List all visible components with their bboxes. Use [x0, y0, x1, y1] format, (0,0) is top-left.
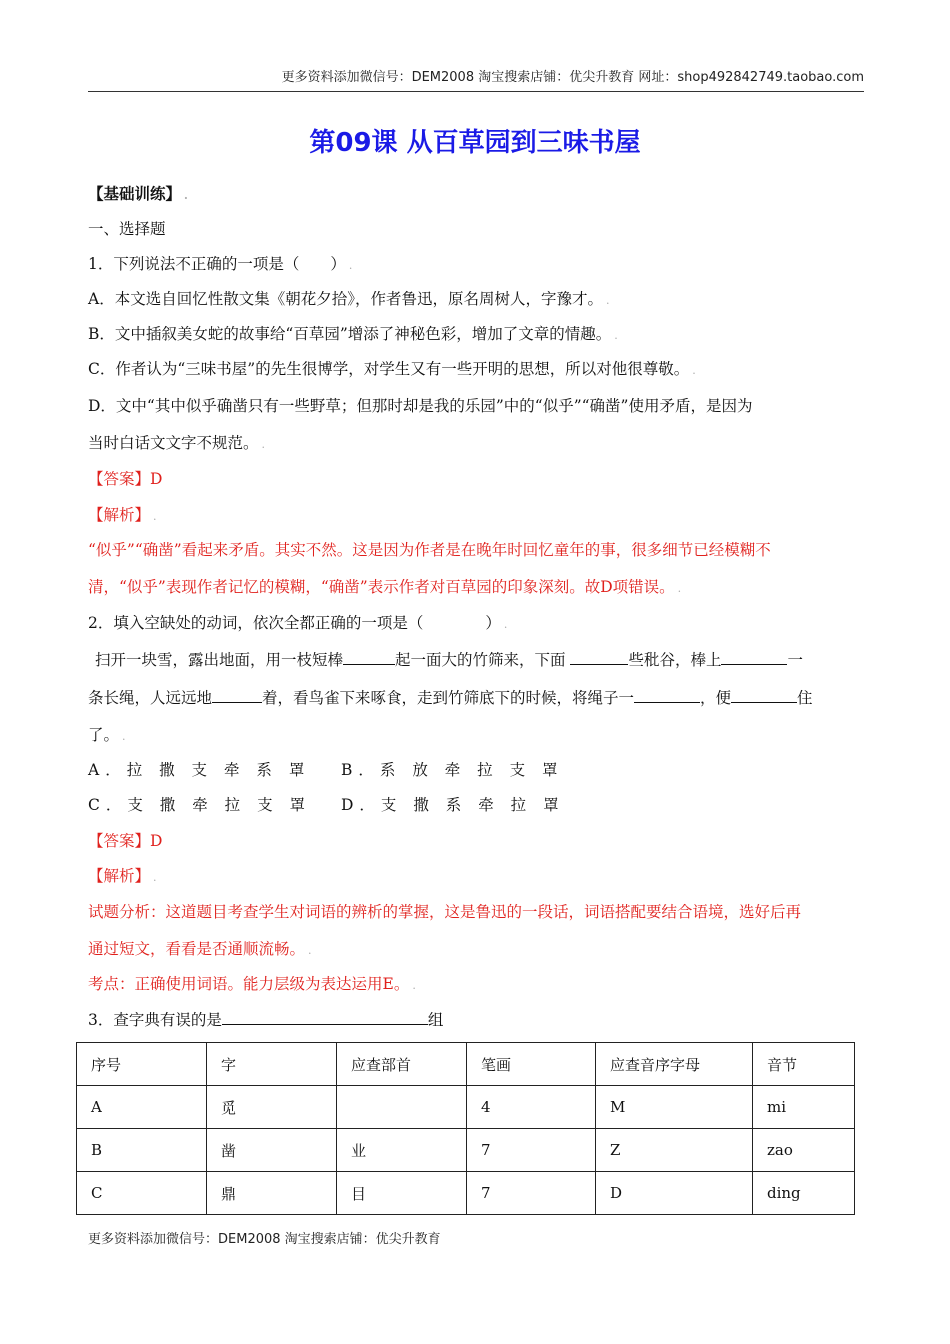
- table-cell: Z: [596, 1129, 753, 1172]
- page-header: 更多资料添加微信号：DEM2008 淘宝搜索店铺：优尖升教育 网址：shop492842749.taobao.com: [88, 66, 864, 92]
- q2-option-a: A．拉 撒 支 牵 系 罩: [88, 761, 311, 779]
- table-cell: D: [596, 1172, 753, 1215]
- q2-option-b: B．系 放 牵 拉 支 罩: [341, 761, 564, 779]
- table-cell: 凿: [207, 1129, 337, 1172]
- q2-passage-line3: 了。 .: [88, 726, 126, 744]
- table-cell: 7: [467, 1129, 596, 1172]
- table-header-cell: 字: [207, 1043, 337, 1086]
- q2-analysis-line2: 通过短文，看看是否通顺流畅。 .: [88, 940, 312, 958]
- table-cell: 鼎: [207, 1172, 337, 1215]
- table-row: [77, 1172, 855, 1215]
- q1-analysis-label: 【解析】 .: [88, 506, 157, 524]
- blank-3: [721, 650, 787, 665]
- page-footer: 更多资料添加微信号：DEM2008 淘宝搜索店铺：优尖升教育: [88, 1232, 441, 1247]
- q1-option-c: C．作者认为“三味书屋”的先生很博学，对学生又有一些开明的思想，所以对他很尊敬。 .: [88, 360, 696, 378]
- q2-stem: 2．填入空缺处的动词，依次全都正确的一项是（ ） .: [88, 614, 508, 632]
- table-cell: zao: [753, 1129, 855, 1172]
- q3-stem: 3．查字典有误的是 组: [88, 1011, 444, 1029]
- q1-option-d-cont: 当时白话文文字不规范。 .: [88, 434, 266, 452]
- table-cell: 目: [337, 1172, 467, 1215]
- q1-stem: 1．下列说法不正确的一项是（ ） .: [88, 255, 353, 273]
- q1-option-b: B．文中插叙美女蛇的故事给“百草园”增添了神秘色彩，增加了文章的情趣。 .: [88, 325, 618, 343]
- q2-option-c: C．支 撒 牵 拉 支 罩: [88, 796, 311, 814]
- page-title: 第09课 从百草园到三味书屋: [309, 128, 641, 158]
- blank-1: [343, 650, 395, 665]
- q1-option-d: D．文中“其中似乎确凿只有一些野草；但那时却是我的乐园”中的“似乎”“确凿”使用矛盾，是因为: [88, 397, 753, 415]
- blank-6: [731, 688, 797, 703]
- blank-5: [634, 688, 700, 703]
- q2-passage-line2: 条长绳，人远远地 着，看鸟雀下来啄食，走到竹筛底下的时候，将绳子一 ，便 住: [88, 689, 813, 707]
- table-header-cell: 笔画: [467, 1043, 596, 1086]
- q2-analysis-line1: 试题分析：这道题目考查学生对词语的辨析的掌握，这是鲁迅的一段话，词语搭配要结合语境，选好后再: [88, 903, 802, 921]
- dictionary-table: [76, 1042, 855, 1215]
- table-header-cell: 音节: [753, 1043, 855, 1086]
- table-cell: ding: [753, 1172, 855, 1215]
- q2-exam-point: 考点：正确使用词语。能力层级为表达运用E。 .: [88, 975, 416, 993]
- table-row: [77, 1086, 855, 1129]
- table-cell: 觅: [207, 1086, 337, 1129]
- q2-option-d: D．支 撒 系 牵 拉 罩: [341, 796, 565, 814]
- blank-q3: [222, 1010, 428, 1025]
- table-cell: M: [596, 1086, 753, 1129]
- q1-answer: 【答案】D: [88, 470, 163, 488]
- blank-4: [212, 688, 262, 703]
- part-heading: 一、选择题: [88, 220, 166, 238]
- table-cell: 7: [467, 1172, 596, 1215]
- table-header-cell: 应查部首: [337, 1043, 467, 1086]
- table-cell: B: [77, 1129, 207, 1172]
- table-cell: [337, 1086, 467, 1129]
- table-cell: 业: [337, 1129, 467, 1172]
- q1-option-a: A．本文选自回忆性散文集《朝花夕拾》，作者鲁迅，原名周树人，字豫才。 .: [88, 290, 610, 308]
- table-cell: 4: [467, 1086, 596, 1129]
- blank-2: [570, 650, 628, 665]
- section-heading: 【基础训练】 .: [88, 184, 188, 203]
- table-cell: mi: [753, 1086, 855, 1129]
- q2-answer: 【答案】D: [88, 832, 163, 850]
- table-cell: A: [77, 1086, 207, 1129]
- q2-analysis-label: 【解析】 .: [88, 867, 157, 885]
- table-header-cell: 应查音序字母: [596, 1043, 753, 1086]
- q2-passage-line1: 扫开一块雪，露出地面，用一枝短棒 起一面大的竹筛来，下面 些秕谷，棒上 一: [95, 651, 803, 669]
- table-row: [77, 1129, 855, 1172]
- table-header-row: [77, 1043, 855, 1086]
- q1-analysis-line1: “似乎”“确凿”看起来矛盾。其实不然。这是因为作者是在晚年时回忆童年的事，很多细节已经模糊不: [88, 541, 771, 559]
- table-header-cell: 序号: [77, 1043, 207, 1086]
- table-cell: C: [77, 1172, 207, 1215]
- q1-analysis-line2: 清，“似乎”表现作者记忆的模糊，“确凿”表示作者对百草园的印象深刻。故D项错误。 .: [88, 578, 682, 596]
